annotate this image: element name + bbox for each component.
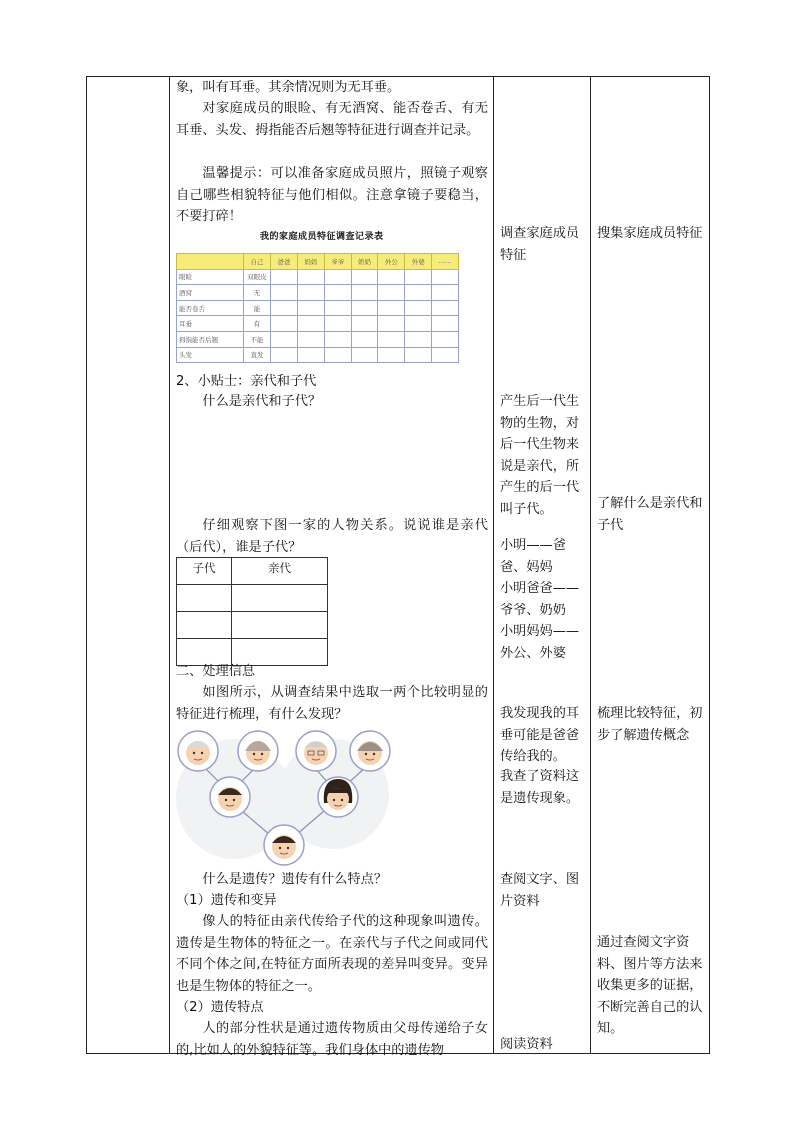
content-column <box>170 77 494 1058</box>
grandpa-maternal-face-icon <box>296 731 336 771</box>
intro-line: 象，叫有耳垂。其余情况则为无耳垂。 <box>176 80 401 95</box>
survey-header-row: 自己 爸爸 妈妈 爷爷 奶奶 外公 外婆 …… <box>177 254 459 270</box>
design-intent-column <box>591 77 710 1054</box>
heredity-features-text: 人的部分性状是通过遗传物质由父母传递给子女的,比如人的外貌特征等。我们身体中的遗传物 <box>176 1021 488 1058</box>
heredity-variation-heading: （1）遗传和变异 <box>176 893 277 908</box>
grandma-maternal-face-icon <box>350 731 390 771</box>
family-tree-illustration <box>174 729 404 869</box>
blank-column <box>87 77 170 1054</box>
parent-header: 亲代 <box>232 558 328 585</box>
survey-row: 酒窝 无 <box>177 285 459 301</box>
answer-read-materials: 阅读资料 <box>500 1037 553 1052</box>
answer-relation-3: 小明妈妈——外公、外婆 <box>500 624 580 661</box>
grandma-face-icon <box>238 731 278 771</box>
answer-relation-1: 小明——爸爸、妈妈 <box>500 538 566 575</box>
warm-tip: 温馨提示：可以准备家庭成员照片，照镜子观察自己哪些相貌特征与他们相似。注意拿镜子要稳当，不要打碎！ <box>176 166 488 224</box>
parent-cell <box>232 612 328 639</box>
tip-heading: 2、小贴士：亲代和子代 <box>176 374 317 389</box>
survey-row: 能否卷舌 能 <box>177 300 459 316</box>
child-cell <box>177 612 232 639</box>
intent-collect-features: 搜集家庭成员特征 <box>597 226 703 241</box>
question-heredity: 什么是遗传？遗传有什么特点？ <box>202 872 388 887</box>
intent-gather-evidence: 通过查阅文字资料、图片等方法来收集更多的证据，不断完善自己的认知。 <box>597 935 703 1036</box>
child-parent-table <box>176 557 328 666</box>
lesson-plan-table <box>86 76 710 1058</box>
answer-search-materials: 查阅文字、图片资料 <box>500 872 580 909</box>
mother-face-icon <box>318 777 358 817</box>
intent-parent-child: 了解什么是亲代和子代 <box>597 496 703 533</box>
process-heading: 二、处理信息 <box>176 664 256 679</box>
answer-parent-child-definition: 产生后一代生物的生物，对后一代生物来说是亲代，所产生的后一代叫子代。 <box>500 394 580 517</box>
child-header: 子代 <box>177 558 232 585</box>
survey-record-table <box>176 253 459 363</box>
heredity-features-heading: （2）遗传特点 <box>176 1000 264 1015</box>
survey-row: 眼睑 双眼皮 <box>177 269 459 285</box>
answer-heredity: 我查了资料这是遗传现象。 <box>500 769 580 806</box>
survey-instruction: 对家庭成员的眼睑、有无酒窝、能否卷舌、有无耳垂、头发、拇指能否后翘等特征进行调查并记录。 <box>176 101 488 138</box>
survey-row: 头发 直发 <box>177 347 459 363</box>
intent-compare-features: 梳理比较特征，初步了解遗传概念 <box>597 706 703 743</box>
survey-title: 我的家庭成员特征调查记录表 <box>260 232 384 242</box>
survey-row: 耳垂 有 <box>177 316 459 332</box>
student-activity-column <box>494 77 591 1054</box>
question-parent-child: 什么是亲代和子代？ <box>202 394 322 409</box>
child-cell <box>177 585 232 612</box>
father-face-icon <box>210 777 250 817</box>
parent-cell <box>232 585 328 612</box>
answer-earlobe: 我发现我的耳垂可能是爸爸传给我的。 <box>500 706 580 764</box>
answer-survey: 调查家庭成员特征 <box>500 226 580 263</box>
process-instruction: 如图所示，从调查结果中选取一两个比较明显的特征进行梳理，有什么发现？ <box>176 685 488 722</box>
heredity-variation-text: 像人的特征由亲代传给子代的这种现象叫遗传。遗传是生物体的特征之一。在亲代与子代之间或同代不同个体之间,在特征方面所表现的差异叫变异。变异也是生物体的特征之一。 <box>176 914 488 994</box>
answer-relation-2: 小明爸爸——爷爷、奶奶 <box>500 581 580 618</box>
child-face-icon <box>264 825 304 865</box>
grandpa-face-icon <box>178 731 218 771</box>
survey-row: 拇指能否后翘 不能 <box>177 331 459 347</box>
observe-instruction: 仔细观察下图一家的人物关系。说说谁是亲代（后代），谁是子代？ <box>176 518 488 555</box>
